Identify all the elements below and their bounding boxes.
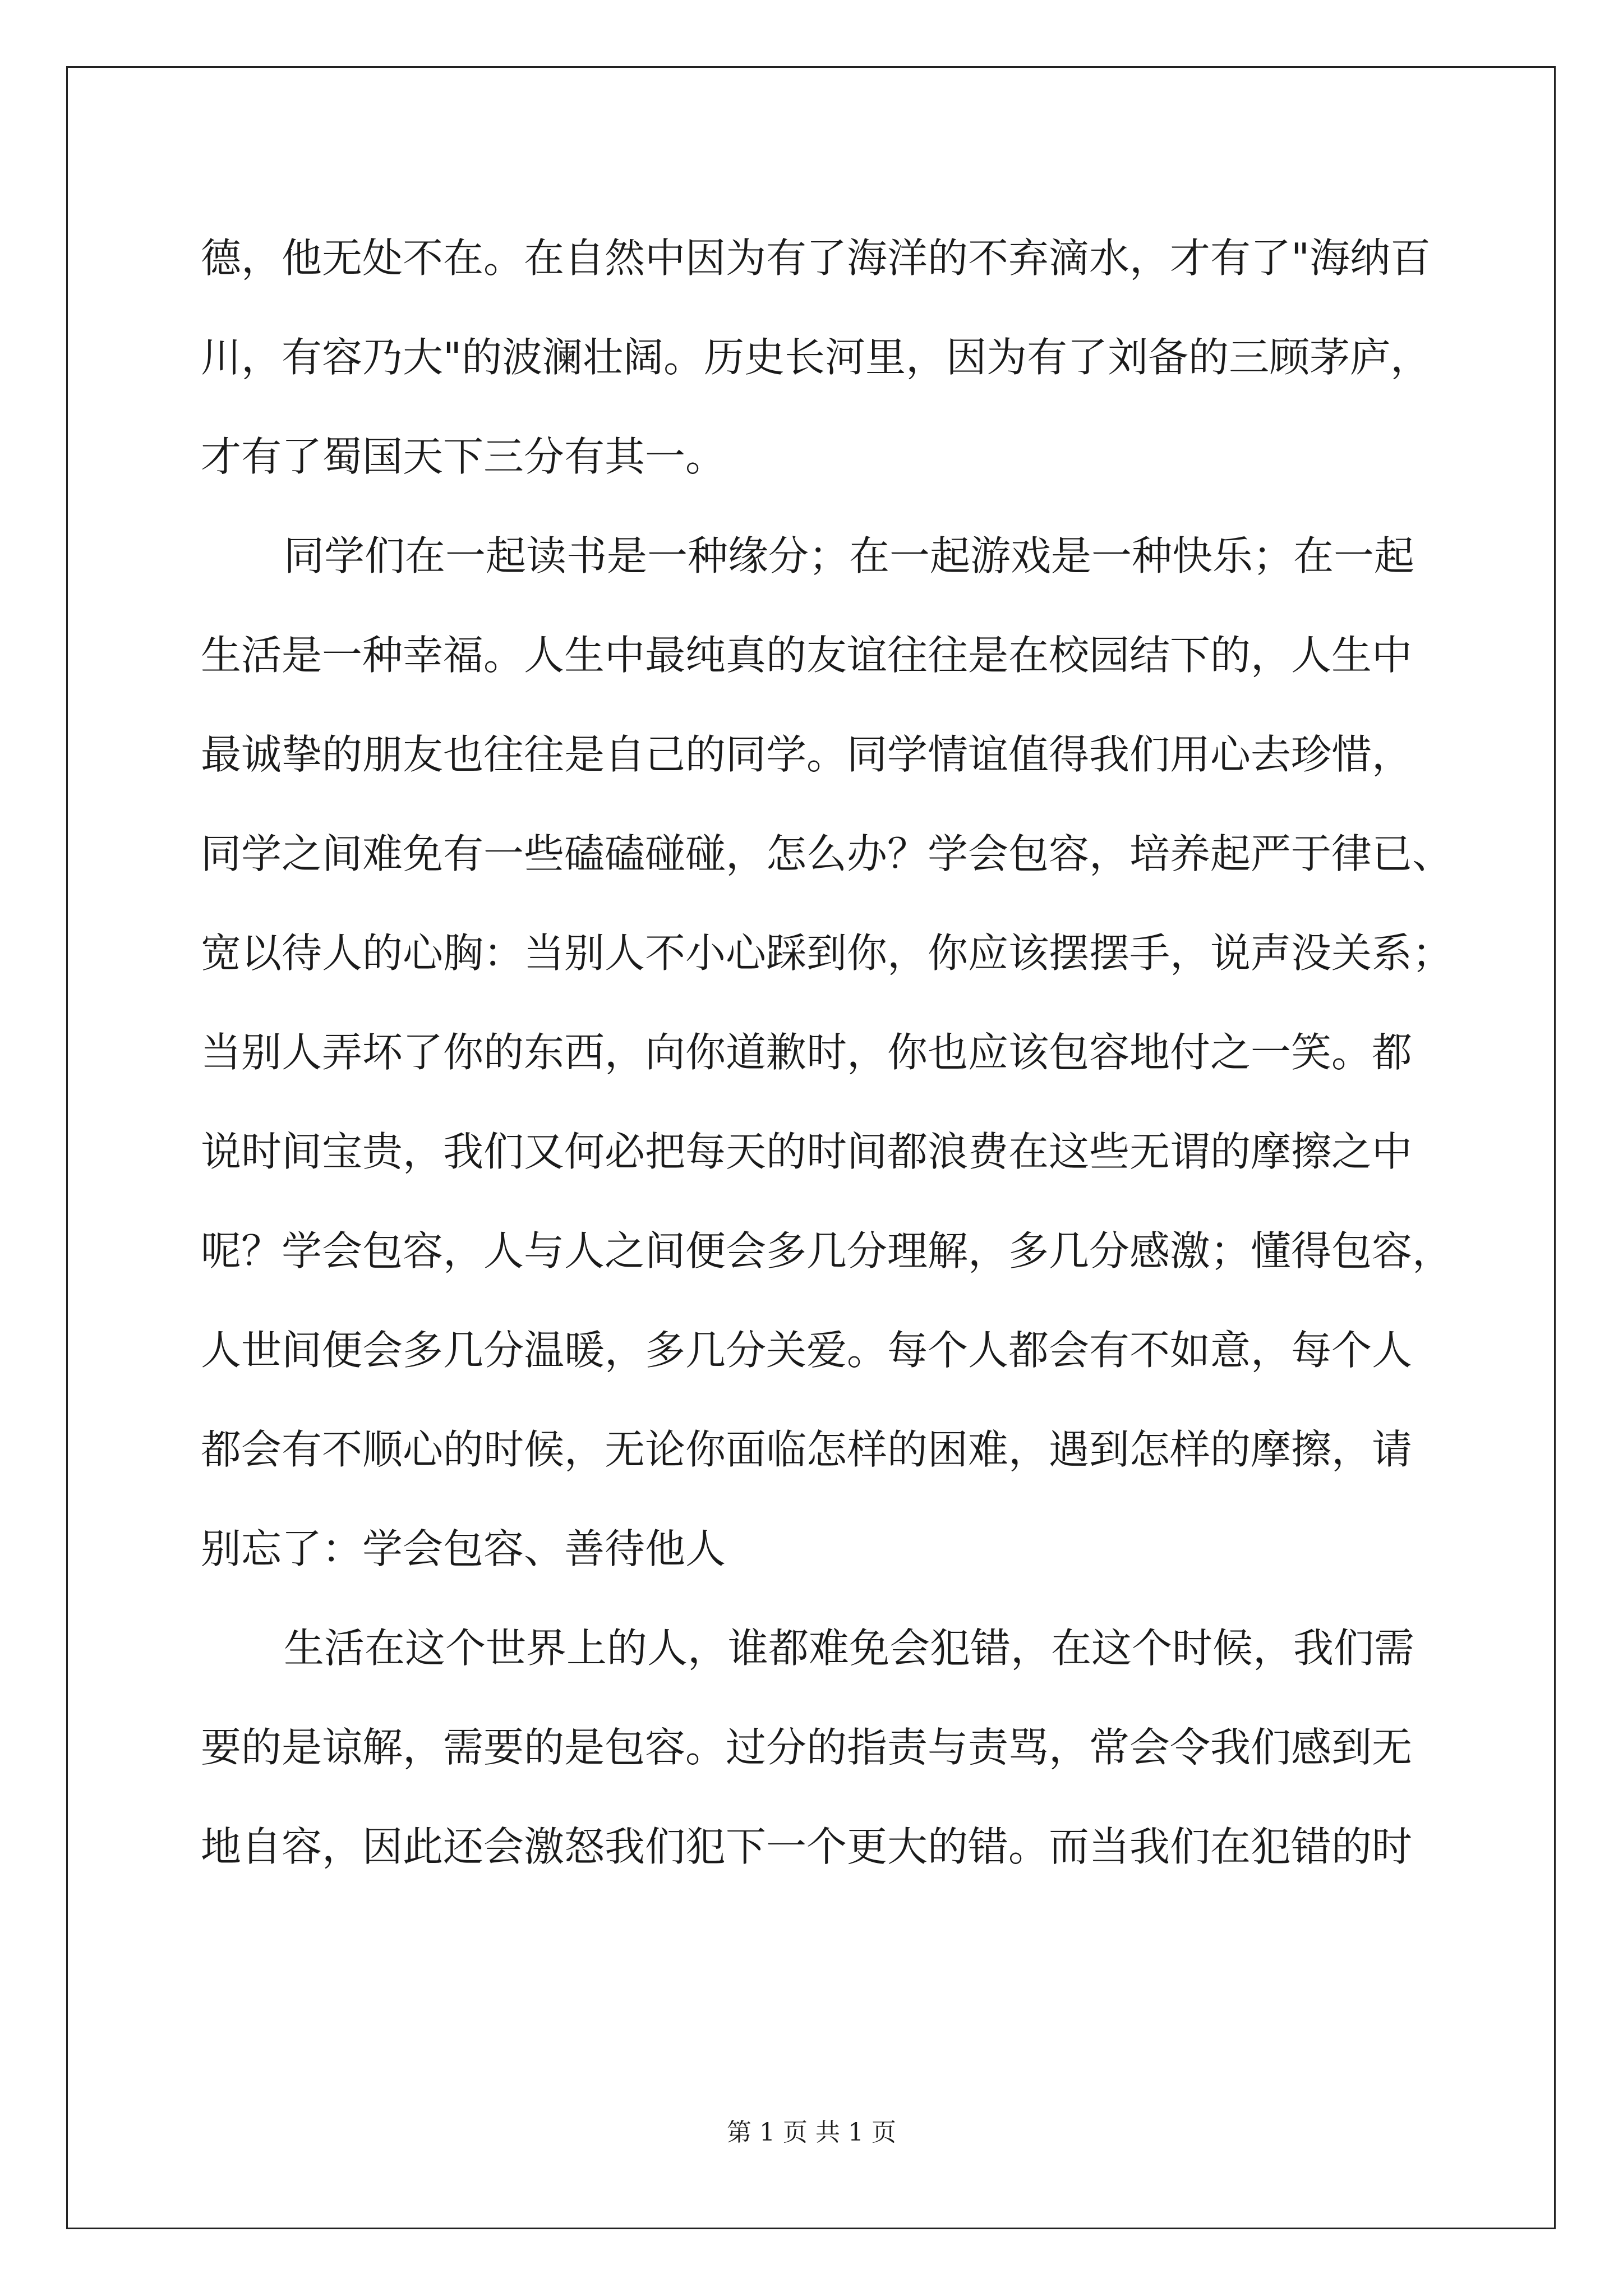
text-line: 当别人弄坏了你的东西，向你道歉时，你也应该包容地付之一笑。都 — [201, 1029, 1413, 1076]
text-line: 川，有容乃大"的波澜壮阔。历史长河里，因为有了刘备的三顾茅庐， — [201, 334, 1431, 381]
text-line: 别忘了：学会包容、善待他人 — [201, 1525, 726, 1572]
text-line: 人世间便会多几分温暖，多几分关爱。每个人都会有不如意，每个人 — [201, 1327, 1413, 1374]
text-line: 都会有不顺心的时候，无论你面临怎样的困难，遇到怎样的摩擦，请 — [201, 1426, 1413, 1473]
text-line: 最诚挚的朋友也往往是自己的同学。同学情谊值得我们用心去珍惜， — [201, 731, 1413, 778]
text-line: 同学之间难免有一些磕磕碰碰，怎么办？学会包容，培养起严于律已、 — [201, 830, 1453, 877]
text-line: 才有了蜀国天下三分有其一。 — [201, 433, 726, 480]
text-line: 生活在这个世界上的人，谁都难免会犯错，在这个时候，我们需 — [284, 1625, 1415, 1672]
text-line: 生活是一种幸福。人生中最纯真的友谊往往是在校园结下的，人生中 — [201, 632, 1413, 679]
document-body — [201, 209, 1453, 1897]
text-line: 同学们在一起读书是一种缘分；在一起游戏是一种快乐；在一起 — [284, 532, 1415, 579]
text-line: 呢？学会包容，人与人之间便会多几分理解，多几分感激；懂得包容， — [201, 1227, 1453, 1274]
text-line: 地自容，因此还会激怒我们犯下一个更大的错。而当我们在犯错的时 — [201, 1823, 1413, 1870]
text-line: 宽以待人的心胸：当别人不小心踩到你，你应该摆摆手，说声没关系； — [201, 930, 1453, 977]
text-line: 德，他无处不在。在自然中因为有了海洋的不弃滴水，才有了"海纳百 — [201, 234, 1431, 282]
page-number-footer: 第 1 页 共 1 页 — [727, 2118, 896, 2147]
text-line: 说时间宝贵，我们又何必把每天的时间都浪费在这些无谓的摩擦之中 — [201, 1128, 1413, 1175]
text-line: 要的是谅解，需要的是包容。过分的指责与责骂，常会令我们感到无 — [201, 1724, 1413, 1771]
